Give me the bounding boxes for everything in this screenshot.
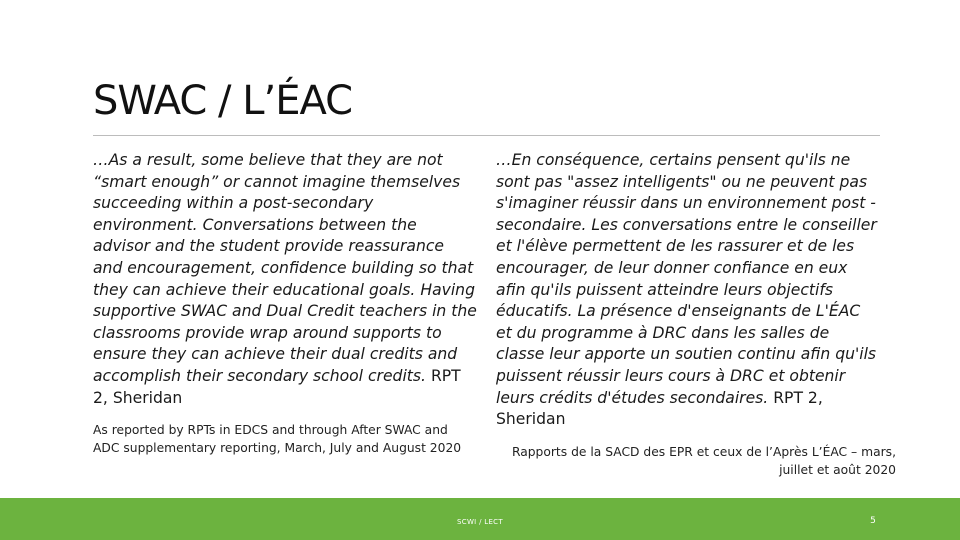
slide-title: SWAC / L’ÉAC	[93, 78, 353, 124]
french-source-note: Rapports de la SACD des EPR et ceux de l’Après L’ÉAC – mars, juillet et août 2020	[511, 445, 896, 477]
french-quote	[496, 150, 880, 431]
english-quote-body: …As a result, some believe that they are not “smart enough” or cannot imagine themselves succeeding within a post-secondary environment. Conversations between the advisor and the student provide reassurance and encouragement, confidence building so that they can achieve their educational goals. Having supportive SWAC and Dual Credit teachers in the classrooms provide wrap around supports to ensure they can achieve their dual credits and accomplish their secondary school credits.	[93, 151, 477, 385]
french-quote-citation: RPT 2, Sheridan	[496, 388, 823, 429]
footer-label: SCWI / LECT	[457, 518, 503, 526]
title-divider	[93, 135, 880, 136]
english-source-note: As reported by RPTs in EDCS and through After SWAC and ADC supplementary reporting, March, July and August 2020	[93, 423, 462, 455]
french-quote-body: …En conséquence, certains pensent qu'ils ne sont pas "assez intelligents" ou ne peuvent pas s'imaginer réussir dans un environnement post -secondaire. Les conversations entre le conseiller et l'élève permettent de les rassurer et de les encourager, de leur donner confiance en eux afin qu'ils puissent atteindre leurs objectifs éducatifs. La présence d'enseignants de L'ÉAC et du programme à DRC dans les salles de classe leur apporte un soutien continu afin qu'ils puissent réussir leurs cours à DRC et obtenir leurs crédits d'études secondaires.	[496, 151, 877, 407]
page-number: 5	[870, 516, 876, 526]
english-quote-citation: RPT 2, Sheridan	[93, 366, 461, 407]
english-quote	[93, 150, 477, 409]
